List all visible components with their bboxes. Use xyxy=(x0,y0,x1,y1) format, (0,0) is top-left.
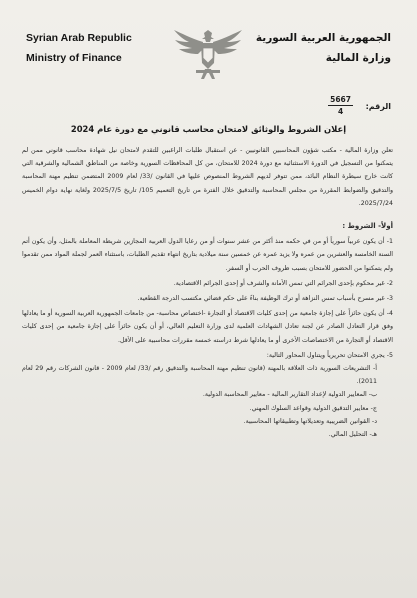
ministry-name-en: Ministry of Finance xyxy=(26,52,122,64)
condition-item: 3- غير مسرح بأسباب تمس النزاهة أو ترك الوظيفة بناءً على حكم قضائي مكتسب الدرجة القطعية. xyxy=(137,295,393,303)
english-header xyxy=(26,28,132,68)
exam-topic-item: ج- معايير التدقيق الدولية وقواعد السلوك المهني. xyxy=(249,404,377,412)
eagle-emblem-icon xyxy=(172,24,244,88)
condition-item: 2- غير محكوم بإحدى الجرائم التي تمس الأمانة والشرف أو إحدى الجرائم الاقتصادية. xyxy=(173,279,393,287)
condition-item: 5- يجري الامتحان تحريرياً ويتناول المحاور التالية: xyxy=(266,351,393,359)
exam-topic-item: ب- المعايير الدولية لإعداد التقارير المالية - معايير المحاسبة الدولية. xyxy=(202,391,377,399)
condition-item: 4- أن يكون حائزاً على إجازة جامعية من إحدى كليات الاقتصاد أو التجارة -اختصاص محاسبة- من جامعات الجمهورية العربية السورية أو ما يعادلها وفق قرار التعادل الصادر عن لجنة تعادل الشهادات العلمية لدى وزارة التعليم العالي، أو أن يكون حائزاً على إجازة جامعية من إحدى كليات الاقتصاد أو التجارة من الاختصاصات الأخرى أو ما يعادلها شرط دراسته خمسة مقررات محاسبية على الأقل. xyxy=(22,310,393,344)
document-title: إعلان الشروط والوثائق لامتحان محاسب قانوني مع دورة عام 2024 xyxy=(70,124,347,134)
ministry-name-ar: وزارة المالية xyxy=(325,52,391,64)
exam-topic-item: د- القوانين الضريبية وتعديلاتها وتطبيقاتها المحاسبية. xyxy=(243,417,377,425)
intro-paragraph: تعلن وزارة المالية - مكتب شؤون المحاسبين القانونيين - عن استقبال طلبات الراغبين للتقدم لامتحان نيل شهادة محاسب قانوني ممن لم يتمكنوا من التسجيل في الدورة الاستثنائية مع دورة 2024 للامتحان، من كل المحافظات السورية وخاصة من المناطق الشمالية والشرقية التي كانت خارج سيطرة النظام البائد، ممن تتوفر لديهم الشروط المنصوص عليها في القانون /33/ لعام 2009 المتضمن تنظيم مهنة المحاسبة والتدقيق والضوابط المقررة من مجلس المحاسبة والتدقيق خلال الفترة من تاريخ التعميم 105/ تاريخ 2025/7/5 ولغاية نهاية دوام الخميس 2025/7/24. xyxy=(22,147,393,207)
exam-topic-item: أ- التشريعات السورية ذات العلاقة بالمهنة (قانون تنظيم مهنة المحاسبة والتدقيق رقم /33/ لعام 2009 - قانون الشركات رقم 29 لعام 2011). xyxy=(22,365,378,386)
condition-item: 1- أن يكون عربياً سورياً أو من في حكمه منذ أكثر من عشر سنوات أو من رعايا الدول العربية المجازين شريطة المعاملة بالمثل، وأن يكون أتم السنة الخامسة والعشرين من عمره ولا يزيد عمره عن خمسين سنة ميلادية بتاريخ انتهاء تقديم الطلبات، باستثناء العمر لجملة المواد ممن تقدموا ولم يتمكنوا من الحضور للامتحان بسبب ظروف الحرب أو السفر. xyxy=(22,238,393,272)
country-name-ar: الجمهورية العربية السورية xyxy=(255,32,391,44)
reference-number-top: 5667 xyxy=(330,95,351,104)
reference-number-bottom: 4 xyxy=(337,107,344,116)
document-body xyxy=(22,144,393,441)
exam-topic-item: هـ- التحليل المالي. xyxy=(328,431,377,439)
country-name-en: Syrian Arab Republic xyxy=(26,32,132,44)
arabic-header xyxy=(256,28,391,68)
reference-label: الرقم: xyxy=(365,102,391,111)
reference-number xyxy=(328,94,353,117)
section-title: أولاً- الشروط : xyxy=(342,222,393,231)
